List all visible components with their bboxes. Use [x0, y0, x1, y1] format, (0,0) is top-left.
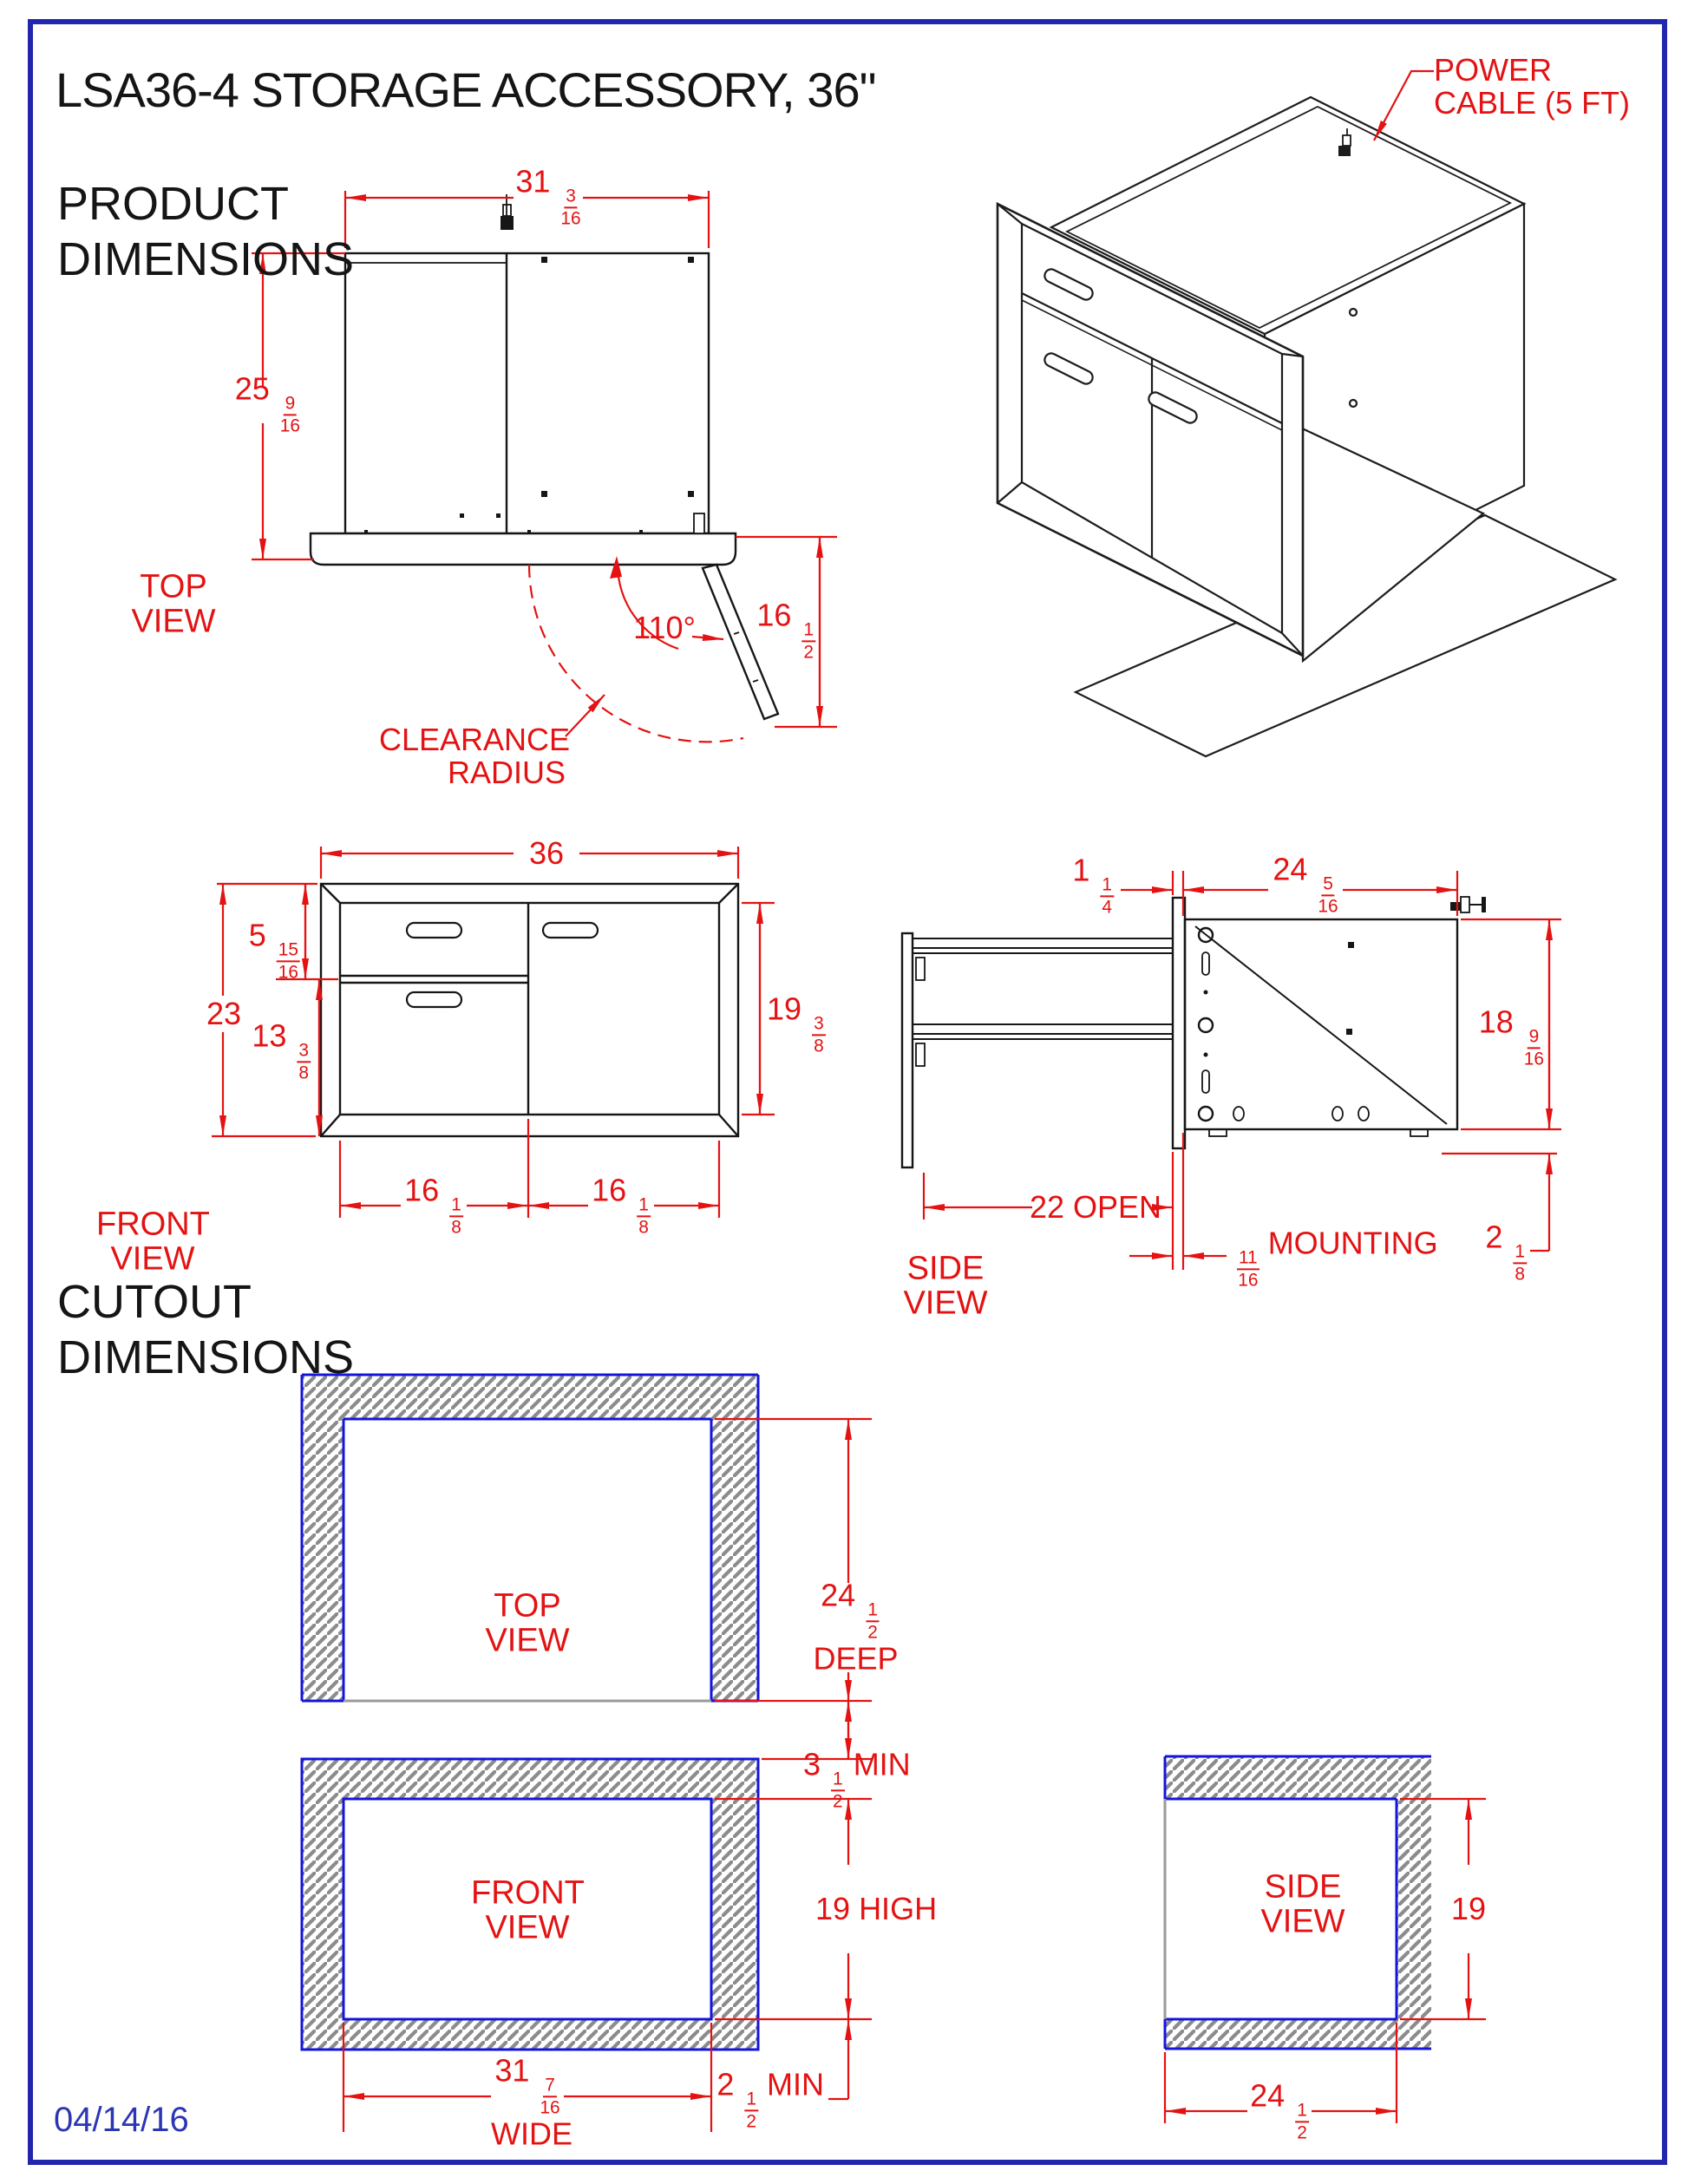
- side-view-dimensions: [924, 871, 1561, 1270]
- cutout-side-height-dim: 19: [1450, 1890, 1487, 1926]
- top-view-depth-dim: 25 $\frac{9}{16}$: [234, 370, 300, 436]
- power-cable-leader: [1374, 71, 1434, 141]
- cutout-height-dim: 19 HIGH: [815, 1890, 938, 1926]
- cutout-hatching: [302, 1375, 1431, 2050]
- right-door-width-dim: 16 $\frac{1}{8}$: [592, 1172, 649, 1238]
- side-view-label: SIDE VIEW: [903, 1250, 988, 1322]
- cutout-depth-dim: 24 $\frac{1}{2}$ DEEP: [813, 1577, 899, 1677]
- right-door-handle: [543, 923, 598, 938]
- left-door-width-dim: 16 $\frac{1}{8}$: [404, 1172, 461, 1238]
- top-view-drawing: [311, 194, 778, 719]
- cutout-front-view-label: FRONT VIEW: [471, 1874, 585, 1946]
- cutout-below-min-dim: 2 $\frac{1}{2}$ MIN: [716, 2066, 824, 2132]
- cutout-top-view-label: TOP VIEW: [485, 1587, 570, 1659]
- heading-product-dimensions: DIMENSIONS: [57, 233, 355, 285]
- heading-cutout-dimensions: DIMENSIONS: [57, 1331, 355, 1383]
- cutout-side-view-label: SIDE VIEW: [1260, 1868, 1345, 1940]
- revision-date: 04/14/16: [54, 2101, 189, 2139]
- top-view-label: TOP VIEW: [131, 568, 216, 640]
- front-width-dim: 36: [528, 834, 565, 871]
- body-depth-dim: 24 $\frac{5}{16}$: [1273, 851, 1338, 917]
- front-height-dim: 23: [206, 995, 242, 1031]
- open-depth-dim: 22 OPEN: [1029, 1188, 1162, 1225]
- front-view-label: FRONT VIEW: [96, 1206, 210, 1278]
- flange-lip-dim: 1 $\frac{1}{4}$: [1072, 852, 1112, 918]
- drawer-height-dim: 5 $\frac{15}{16}$: [248, 917, 298, 983]
- cable-gland: [501, 194, 514, 230]
- page-title: LSA36-4 STORAGE ACCESSORY, 36": [56, 62, 876, 117]
- cutout-side-depth-dim: 24 $\frac{1}{2}$: [1250, 2077, 1307, 2143]
- cutout-blue-lines: [302, 1375, 1431, 2050]
- side-view-drawing: [902, 897, 1486, 1167]
- heading-cutout: CUTOUT: [57, 1276, 252, 1328]
- mounting-gap-dim: $\frac{11}{16}$ MOUNTING: [1238, 1225, 1438, 1291]
- opening-height-dim: 19 $\frac{3}{8}$: [767, 991, 824, 1056]
- bottom-offset-dim: 2 $\frac{1}{8}$: [1485, 1219, 1525, 1285]
- door-swing-dim: 16 $\frac{1}{2}$: [756, 597, 814, 663]
- top-view-width-dim: 31 $\frac{3}{16}$: [515, 163, 581, 229]
- heading-product: PRODUCT: [57, 178, 289, 230]
- cutout-width-dim: 31 $\frac{7}{16}$ WIDE: [491, 2052, 572, 2152]
- door-height-dim: 13 $\frac{3}{8}$: [252, 1017, 309, 1083]
- isometric-drawing: [998, 71, 1615, 756]
- drawer-handle: [407, 923, 461, 938]
- clearance-radius-note: CLEARANCE RADIUS: [379, 721, 571, 790]
- front-view-drawing: [321, 884, 738, 1136]
- door-angle-dim: 110°: [633, 609, 696, 645]
- cutout-gap-min-dim: 3 $\frac{1}{2}$ MIN: [803, 1746, 911, 1812]
- fastener-dots: [364, 257, 694, 534]
- side-power-connector: [1450, 897, 1486, 912]
- body-height-dim: 18 $\frac{9}{16}$: [1478, 1004, 1544, 1069]
- left-door-handle: [407, 992, 461, 1007]
- power-cable-callout: POWER CABLE (5 FT): [1434, 51, 1631, 121]
